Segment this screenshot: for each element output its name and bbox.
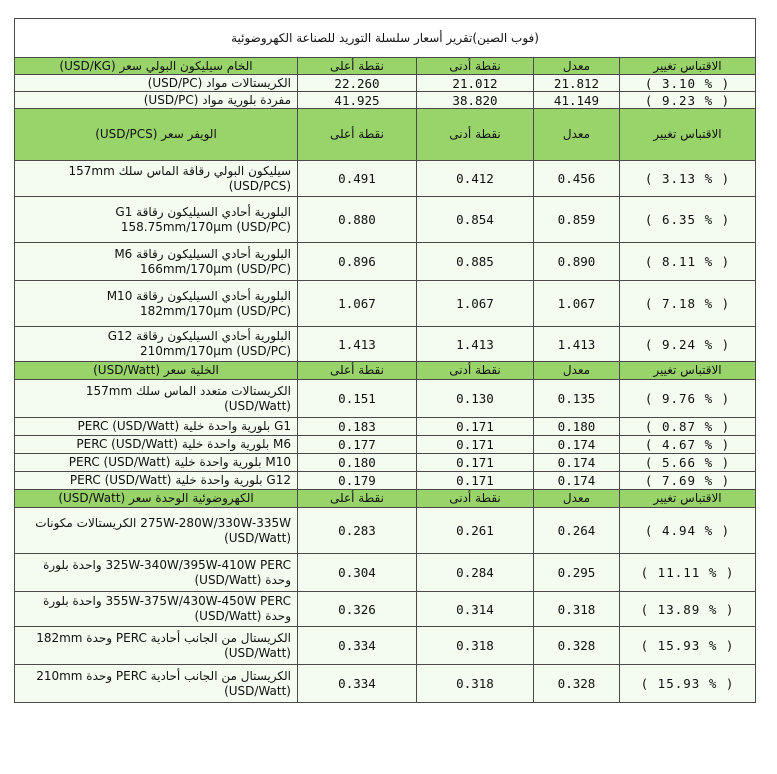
item-label: مفردة بلورية مواد (USD/PC) bbox=[15, 92, 298, 109]
col-high: نقطة أعلى bbox=[298, 362, 417, 380]
col-high: نقطة أعلى bbox=[298, 109, 417, 161]
low-value: 0.171 bbox=[417, 418, 534, 436]
change-value: ( 8.11 % ) bbox=[620, 243, 756, 281]
section-header bbox=[15, 362, 756, 380]
change-value: ( 6.35 % ) bbox=[620, 197, 756, 243]
avg-value: 0.890 bbox=[534, 243, 620, 281]
item-label: سيليكون البولي رقاقة الماس سلك 157mm (USD/PCS) bbox=[15, 161, 298, 197]
item-label: G1 بلورية واحدة خلية PERC (USD/Watt) bbox=[15, 418, 298, 436]
section-title: الخام سيليكون البولي سعر (USD/KG) bbox=[15, 58, 298, 75]
low-value: 0.885 bbox=[417, 243, 534, 281]
col-low: نقطة أدنى bbox=[417, 362, 534, 380]
table-row bbox=[15, 197, 756, 243]
avg-value: 0.328 bbox=[534, 627, 620, 665]
avg-value: 0.174 bbox=[534, 454, 620, 472]
col-change: الاقتباس تغيير bbox=[620, 490, 756, 508]
table-row bbox=[15, 327, 756, 362]
low-value: 0.171 bbox=[417, 436, 534, 454]
high-value: 0.151 bbox=[298, 380, 417, 418]
item-label: G12 بلورية واحدة خلية PERC (USD/Watt) bbox=[15, 472, 298, 490]
change-value: ( 3.10 % ) bbox=[620, 75, 756, 92]
low-value: 0.412 bbox=[417, 161, 534, 197]
low-value: 0.171 bbox=[417, 472, 534, 490]
col-low: نقطة أدنى bbox=[417, 58, 534, 75]
section-title: الكهروضوئية الوحدة سعر (USD/Watt) bbox=[15, 490, 298, 508]
low-value: 0.854 bbox=[417, 197, 534, 243]
high-value: 0.283 bbox=[298, 508, 417, 554]
report-title: (فوب الصين)تقرير أسعار سلسلة التوريد للصناعة الكهروضوئية bbox=[15, 19, 756, 58]
low-value: 0.318 bbox=[417, 627, 534, 665]
table-row bbox=[15, 436, 756, 454]
change-value: ( 9.76 % ) bbox=[620, 380, 756, 418]
table-row bbox=[15, 281, 756, 327]
change-value: ( 13.89 % ) bbox=[620, 592, 756, 627]
change-value: ( 4.67 % ) bbox=[620, 436, 756, 454]
low-value: 0.318 bbox=[417, 665, 534, 703]
item-label: M6 بلورية واحدة خلية PERC (USD/Watt) bbox=[15, 436, 298, 454]
col-avg: معدل bbox=[534, 362, 620, 380]
item-label: الكريستالات مواد (USD/PC) bbox=[15, 75, 298, 92]
high-value: 0.183 bbox=[298, 418, 417, 436]
change-value: ( 0.87 % ) bbox=[620, 418, 756, 436]
table-row bbox=[15, 665, 756, 703]
section-title: الخلية سعر (USD/Watt) bbox=[15, 362, 298, 380]
high-value: 1.067 bbox=[298, 281, 417, 327]
change-value: ( 7.18 % ) bbox=[620, 281, 756, 327]
high-value: 0.180 bbox=[298, 454, 417, 472]
avg-value: 0.180 bbox=[534, 418, 620, 436]
section-header bbox=[15, 490, 756, 508]
item-label: 325W-340W/395W-410W PERC واحدة بلورة وحدة (USD/Watt) bbox=[15, 554, 298, 592]
change-value: ( 7.69 % ) bbox=[620, 472, 756, 490]
change-value: ( 15.93 % ) bbox=[620, 627, 756, 665]
col-avg: معدل bbox=[534, 58, 620, 75]
item-label: البلورية أحادي السيليكون رقاقة M10 182mm/170μm (USD/PC) bbox=[15, 281, 298, 327]
low-value: 0.314 bbox=[417, 592, 534, 627]
table-row bbox=[15, 243, 756, 281]
table-row bbox=[15, 75, 756, 92]
avg-value: 0.456 bbox=[534, 161, 620, 197]
table-row bbox=[15, 418, 756, 436]
item-label: 275W-280W/330W-335W الكريستالات مكونات (USD/Watt) bbox=[15, 508, 298, 554]
avg-value: 1.413 bbox=[534, 327, 620, 362]
avg-value: 0.859 bbox=[534, 197, 620, 243]
high-value: 41.925 bbox=[298, 92, 417, 109]
table-row bbox=[15, 161, 756, 197]
change-value: ( 5.66 % ) bbox=[620, 454, 756, 472]
avg-value: 0.135 bbox=[534, 380, 620, 418]
table-row bbox=[15, 380, 756, 418]
item-label: البلورية أحادي السيليكون رقاقة G1 158.75mm/170μm (USD/PC) bbox=[15, 197, 298, 243]
high-value: 0.304 bbox=[298, 554, 417, 592]
table-row bbox=[15, 592, 756, 627]
low-value: 0.130 bbox=[417, 380, 534, 418]
avg-value: 0.328 bbox=[534, 665, 620, 703]
high-value: 0.326 bbox=[298, 592, 417, 627]
table-row bbox=[15, 627, 756, 665]
col-high: نقطة أعلى bbox=[298, 58, 417, 75]
high-value: 0.880 bbox=[298, 197, 417, 243]
low-value: 0.284 bbox=[417, 554, 534, 592]
low-value: 1.067 bbox=[417, 281, 534, 327]
high-value: 1.413 bbox=[298, 327, 417, 362]
table-row bbox=[15, 508, 756, 554]
change-value: ( 9.23 % ) bbox=[620, 92, 756, 109]
low-value: 38.820 bbox=[417, 92, 534, 109]
section-title: الويفر سعر (USD/PCS) bbox=[15, 109, 298, 161]
col-high: نقطة أعلى bbox=[298, 490, 417, 508]
high-value: 0.491 bbox=[298, 161, 417, 197]
item-label: M10 بلورية واحدة خلية PERC (USD/Watt) bbox=[15, 454, 298, 472]
price-table bbox=[14, 18, 756, 703]
low-value: 21.012 bbox=[417, 75, 534, 92]
low-value: 0.171 bbox=[417, 454, 534, 472]
high-value: 0.179 bbox=[298, 472, 417, 490]
change-value: ( 4.94 % ) bbox=[620, 508, 756, 554]
table-row bbox=[15, 92, 756, 109]
col-avg: معدل bbox=[534, 109, 620, 161]
col-change: الاقتباس تغيير bbox=[620, 58, 756, 75]
col-low: نقطة أدنى bbox=[417, 490, 534, 508]
item-label: الكريستال من الجانب أحادية PERC وحدة 210mm (USD/Watt) bbox=[15, 665, 298, 703]
table-row bbox=[15, 454, 756, 472]
col-low: نقطة أدنى bbox=[417, 109, 534, 161]
avg-value: 41.149 bbox=[534, 92, 620, 109]
avg-value: 21.812 bbox=[534, 75, 620, 92]
price-report bbox=[14, 18, 755, 703]
col-avg: معدل bbox=[534, 490, 620, 508]
avg-value: 0.295 bbox=[534, 554, 620, 592]
section-header bbox=[15, 109, 756, 161]
table-row bbox=[15, 472, 756, 490]
avg-value: 0.174 bbox=[534, 436, 620, 454]
high-value: 22.260 bbox=[298, 75, 417, 92]
low-value: 1.413 bbox=[417, 327, 534, 362]
item-label: البلورية أحادي السيليكون رقاقة G12 210mm/170μm (USD/PC) bbox=[15, 327, 298, 362]
avg-value: 1.067 bbox=[534, 281, 620, 327]
item-label: الكريستالات متعدد الماس سلك 157mm (USD/Watt) bbox=[15, 380, 298, 418]
change-value: ( 15.93 % ) bbox=[620, 665, 756, 703]
table-row bbox=[15, 554, 756, 592]
section-header bbox=[15, 58, 756, 75]
high-value: 0.177 bbox=[298, 436, 417, 454]
low-value: 0.261 bbox=[417, 508, 534, 554]
col-change: الاقتباس تغيير bbox=[620, 362, 756, 380]
item-label: البلورية أحادي السيليكون رقاقة M6 166mm/170μm (USD/PC) bbox=[15, 243, 298, 281]
high-value: 0.896 bbox=[298, 243, 417, 281]
high-value: 0.334 bbox=[298, 627, 417, 665]
avg-value: 0.264 bbox=[534, 508, 620, 554]
col-change: الاقتباس تغيير bbox=[620, 109, 756, 161]
item-label: 355W-375W/430W-450W PERC واحدة بلورة وحدة (USD/Watt) bbox=[15, 592, 298, 627]
avg-value: 0.174 bbox=[534, 472, 620, 490]
change-value: ( 3.13 % ) bbox=[620, 161, 756, 197]
change-value: ( 11.11 % ) bbox=[620, 554, 756, 592]
change-value: ( 9.24 % ) bbox=[620, 327, 756, 362]
avg-value: 0.318 bbox=[534, 592, 620, 627]
item-label: الكريستال من الجانب أحادية PERC وحدة 182mm (USD/Watt) bbox=[15, 627, 298, 665]
high-value: 0.334 bbox=[298, 665, 417, 703]
